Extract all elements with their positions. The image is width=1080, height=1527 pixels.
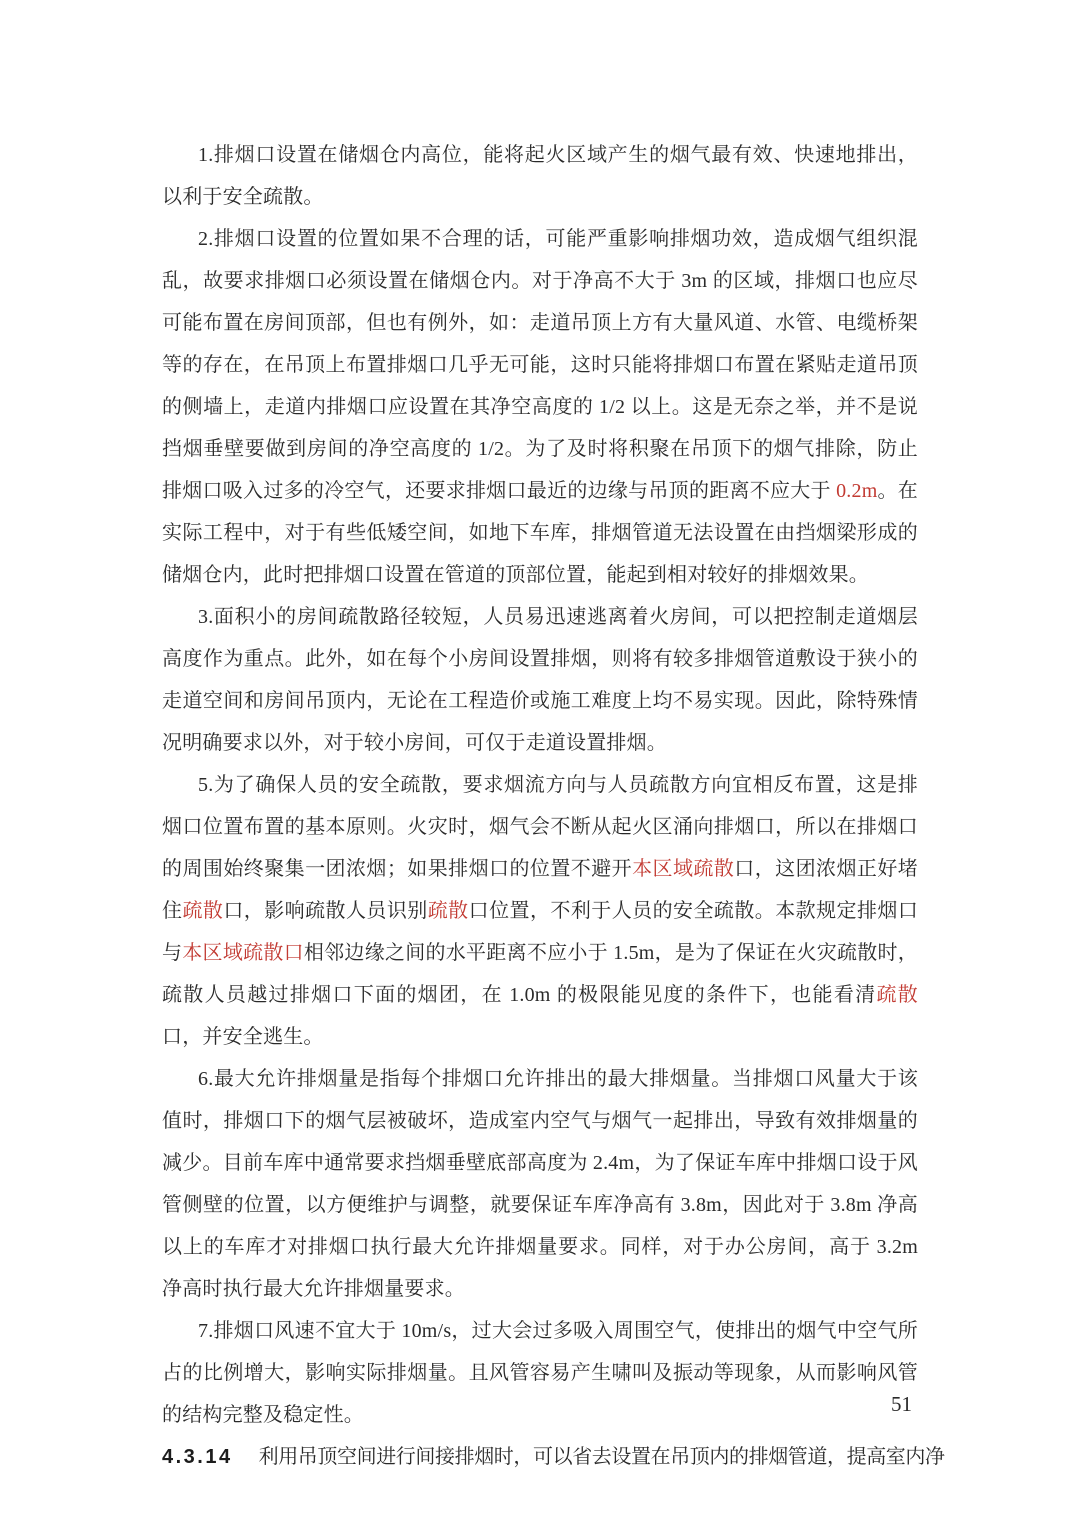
highlighted-text: 疏散 [182, 900, 224, 922]
text-run: 1.排烟口设置在储烟仓内高位，能将起火区域产生的烟气最有效、快速地排出，以利于安全疏散。 [162, 144, 918, 208]
text-run: 口，并安全逃生。 [162, 1026, 324, 1048]
commentary-item-7 [162, 1310, 918, 1436]
highlighted-text: 0.2m [836, 480, 878, 502]
text-run: 。在实际工程中，对于有些低矮空间，如地下车库，排烟管道无法设置在由挡烟梁形成的储烟仓内，此时把排烟口设置在管道的顶部位置，能起到相对较好的排烟效果。 [162, 480, 918, 586]
text-run: 相邻边缘之间的水平距离不应小于 1.5m，是为了保证在火灾疏散时，疏散人员越过排烟口下面的烟团，在 1.0m 的极限能见度的条件下，也能看清 [162, 942, 919, 1006]
text-run: 口，这团浓烟正好堵住 [162, 858, 919, 922]
text-run: 2.排烟口设置的位置如果不合理的话，可能严重影响排烟功效，造成烟气组织混乱，故要求排烟口必须设置在储烟仓内。对于净高不大于 3m 的区域，排烟口也应尽可能布置在房间顶部，但也有例外，如：走道吊顶上方有大量风道、水管、电缆桥架等的存在，在吊顶上布置排烟口几乎无可能，这时只能将排烟口布置在紧贴走道吊顶的侧墙上，走道内排烟口应设置在其净空高度的 1/2 以上。这是无奈之举，并不是说挡烟垂壁要做到房间的净空高度的 1/2。为了及时将积聚在吊顶下的烟气排除，防止排烟口吸入过多的冷空气，还要求排烟口最近的边缘与吊顶的距离不应大于 [162, 228, 918, 502]
page-number: 51 [891, 1392, 912, 1416]
text-run: 7.排烟口风速不宜大于 10m/s，过大会过多吸入周围空气，使排出的烟气中空气所占的比例增大，影响实际排烟量。且风管容易产生啸叫及振动等现象，从而影响风管的结构完整及稳定性。 [162, 1320, 918, 1426]
commentary-item-3 [162, 596, 918, 764]
text-run: 3.面积小的房间疏散路径较短，人员易迅速逃离着火房间，可以把控制走道烟层高度作为重点。此外，如在每个小房间设置排烟，则将有较多排烟管道敷设于狭小的走道空间和房间吊顶内，无论在工程造价或施工难度上均不易实现。因此，除特殊情况明确要求以外，对于较小房间，可仅于走道设置排烟。 [162, 606, 918, 754]
text-run: 6.最大允许排烟量是指每个排烟口允许排出的最大排烟量。当排烟口风量大于该值时，排烟口下的烟气层被破坏，造成室内空气与烟气一起排出，导致有效排烟量的减少。目前车库中通常要求挡烟垂壁底部高度为 2.4m，为了保证车库中排烟口设于风管侧壁的位置，以方便维护与调整，就要保证车库净高有 3.8m，因此对于 3.8m 净高以上的车库才对排烟口执行最大允许排烟量要求。同样，对于办公房间，高于 3.2m 净高时执行最大允许排烟量要求。 [162, 1068, 918, 1300]
commentary-item-1 [162, 134, 918, 218]
highlighted-text: 疏散 [427, 900, 469, 922]
text-run: 5.为了确保人员的安全疏散，要求烟流方向与人员疏散方向宜相反布置，这是排烟口位置布置的基本原则。火灾时，烟气会不断从起火区涌向排烟口，所以在排烟口的周围始终聚集一团浓烟；如果排烟口的位置不避开 [162, 774, 918, 880]
highlighted-text: 疏散 [876, 984, 918, 1006]
highlighted-text: 本区域疏散口 [182, 942, 304, 964]
document-body [162, 134, 945, 1478]
text-run: 口位置，不利于人员的安全疏散。本款规定排烟口与 [162, 900, 919, 964]
text-run: 口，影响疏散人员识别 [223, 900, 428, 922]
commentary-item-6 [162, 1058, 918, 1310]
commentary-item-2 [162, 218, 918, 596]
clause-number: 4.3.14 [162, 1446, 233, 1468]
commentary-item-5 [162, 764, 918, 1058]
highlighted-text: 本区域疏散 [632, 858, 735, 880]
clause-4-3-14 [162, 1436, 945, 1478]
text-run: 利用吊顶空间进行间接排烟时，可以省去设置在吊顶内的排烟管道，提高室内净 [258, 1446, 945, 1468]
